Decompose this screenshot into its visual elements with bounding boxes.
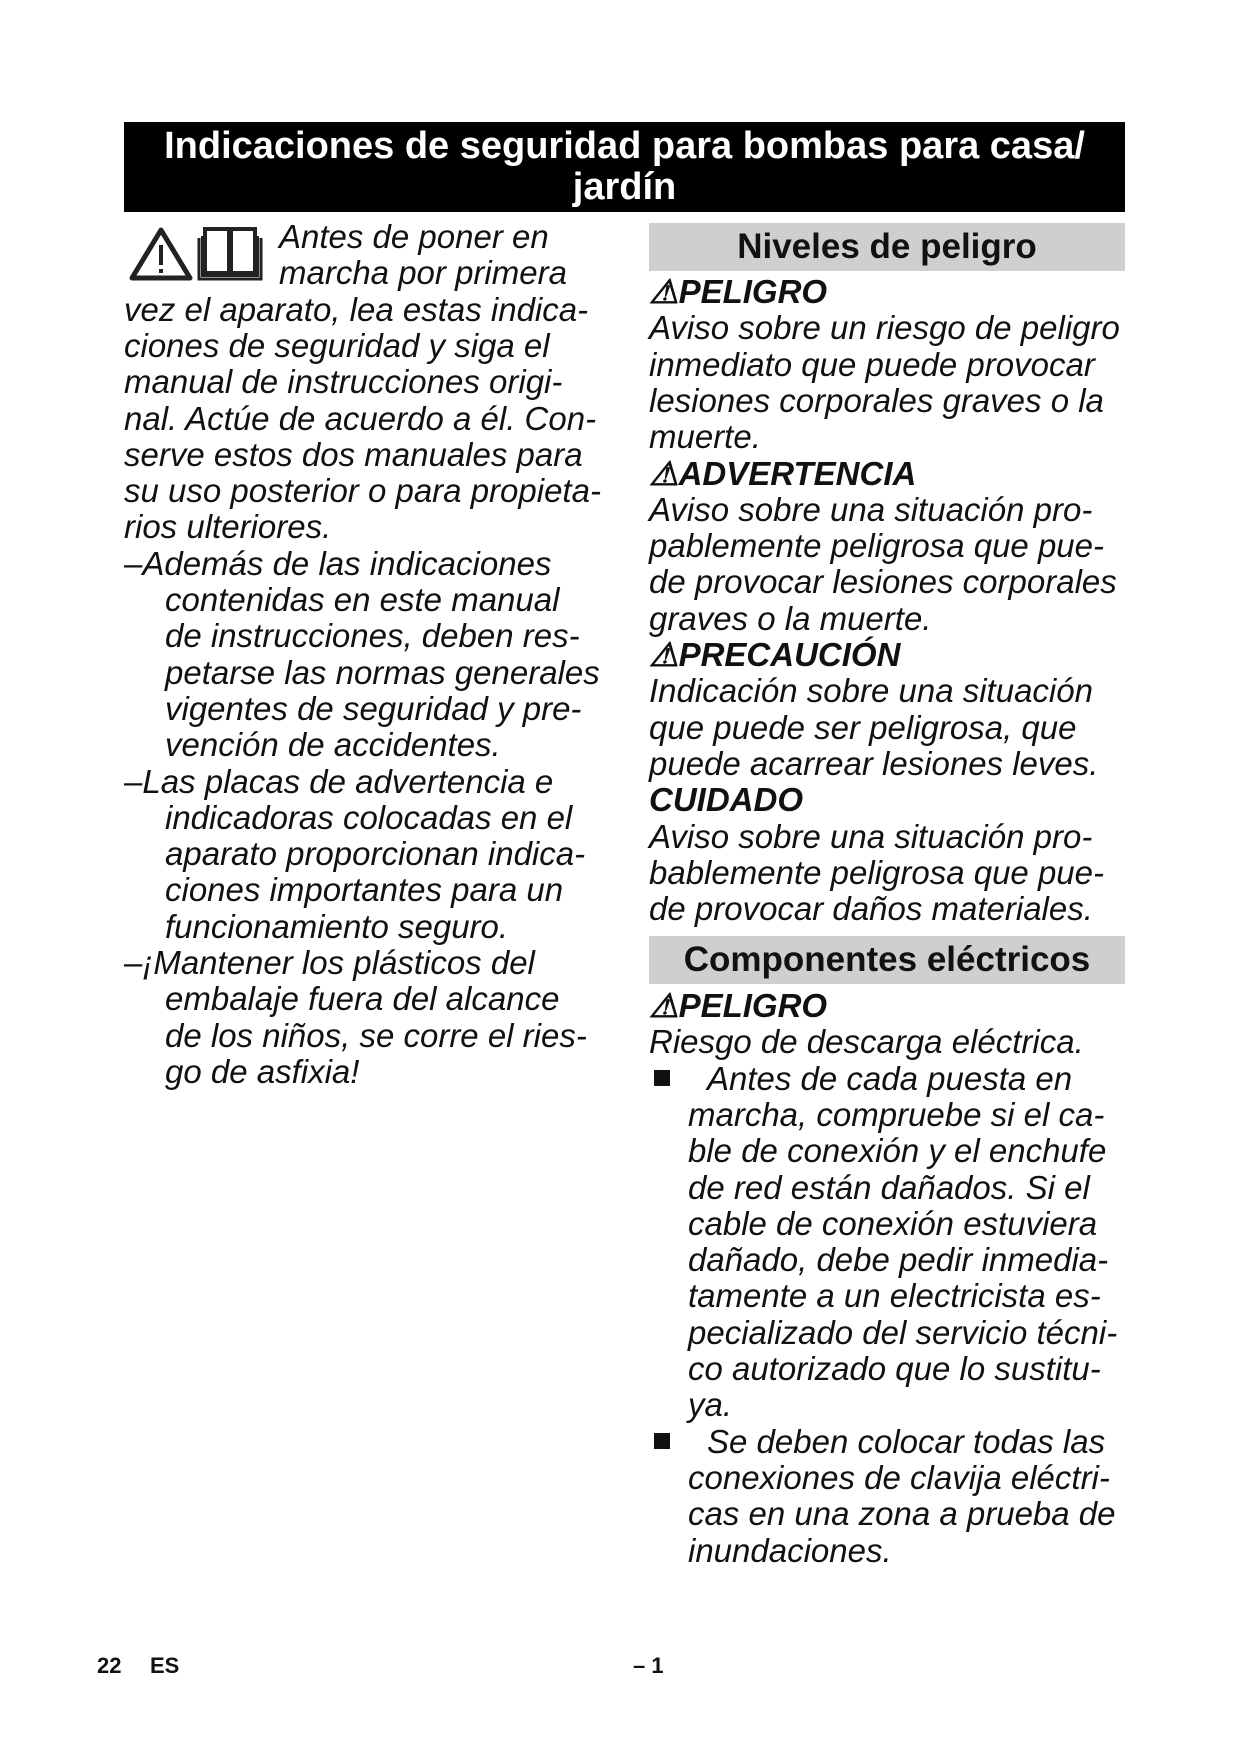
list-item-line: vención de accidentes. <box>165 726 501 764</box>
danger-label: ⚠PELIGRO <box>649 987 828 1024</box>
page-number: 22 <box>97 1653 122 1678</box>
list-item-line: vigentes de seguridad y pre- <box>165 689 582 727</box>
list-item-line: de los niños, se corre el ries- <box>165 1016 587 1054</box>
language-code: ES <box>150 1653 180 1678</box>
page-title <box>124 122 1125 212</box>
list-item-line: indicadoras colocadas en el <box>165 798 573 836</box>
bullet-line: Se deben colocar todas las <box>707 1422 1106 1460</box>
list-item-line: funcionamiento seguro. <box>165 907 509 945</box>
intro-line: marcha por primera <box>279 254 567 292</box>
hazard-level-description: Aviso sobre un riesgo de peligro <box>649 309 1120 347</box>
hazard-level-description: inmediato que puede provocar <box>649 345 1095 383</box>
list-item-line: –¡Mantener los plásticos del <box>124 944 535 981</box>
danger-text: Riesgo de descarga eléctrica. <box>649 1023 1084 1061</box>
list-item-line: –Además de las indicaciones <box>124 544 552 582</box>
bullet-line: Antes de cada puesta en <box>707 1059 1073 1097</box>
hazard-level-description: lesiones corporales graves o la <box>649 381 1104 419</box>
bullet-line: de red están dañados. Si el <box>688 1168 1090 1206</box>
hazard-level-description: Indicación sobre una situación <box>649 672 1093 710</box>
bullet-line: conexiones de clavija eléctri- <box>688 1458 1110 1496</box>
title-line-2: jardín <box>572 166 677 208</box>
list-item-line: –Las placas de advertencia e <box>124 762 554 800</box>
hazard-level-description: pablemente peligrosa que pue- <box>649 527 1104 565</box>
section-heading-electrical: Componentes eléctricos <box>649 936 1125 984</box>
hazard-level-description: Aviso sobre una situación pro- <box>649 817 1093 855</box>
list-item-line: petarse las normas generales <box>165 653 600 691</box>
intro-line: serve estos dos manuales para <box>124 435 583 473</box>
warning-triangle-icon <box>128 226 194 282</box>
manual-book-icon <box>196 226 264 282</box>
intro-line: manual de instrucciones origi- <box>124 363 563 401</box>
bullet-line: pecializado del servicio técni- <box>688 1313 1118 1351</box>
bullet-line: cas en una zona a prueba de <box>688 1495 1116 1533</box>
bullet-line: tamente a un electricista es- <box>688 1277 1101 1315</box>
intro-line: rios ulteriores. <box>124 508 332 546</box>
list-item-line: aparato proporcionan indica- <box>165 835 586 873</box>
section-heading-danger-levels: Niveles de peligro <box>649 223 1125 271</box>
list-item-line: contenidas en este manual <box>165 581 560 618</box>
hazard-level-description: graves o la muerte. <box>649 599 932 637</box>
bullet-line: ya. <box>688 1386 733 1424</box>
hazard-level-description: de provocar daños materiales. <box>649 890 1093 928</box>
list-item-line: go de asfixia! <box>165 1052 360 1090</box>
hazard-level-label: ⚠PELIGRO <box>649 273 828 310</box>
intro-line: ciones de seguridad y siga el <box>124 326 550 364</box>
bullet-line: dañado, debe pedir inmedia- <box>688 1241 1109 1279</box>
hazard-level-description: muerte. <box>649 418 761 456</box>
bullet-line: ble de conexión y el enchufe <box>688 1132 1107 1170</box>
hazard-level-label: CUIDADO <box>649 781 803 819</box>
intro-line: vez el aparato, lea estas indica- <box>124 290 589 328</box>
bullet-square-icon <box>654 1433 670 1449</box>
hazard-level-description: Aviso sobre una situación pro- <box>649 490 1093 528</box>
hazard-level-description: que puede ser peligrosa, que <box>649 708 1077 746</box>
sub-page-number: – 1 <box>633 1653 664 1678</box>
hazard-level-label: ⚠ADVERTENCIA <box>649 454 917 492</box>
bullet-line: cable de conexión estuviera <box>688 1204 1098 1242</box>
hazard-level-description: bablemente peligrosa que pue- <box>649 853 1104 891</box>
bullet-square-icon <box>654 1070 670 1086</box>
intro-line: nal. Actúe de acuerdo a él. Con- <box>124 399 597 437</box>
bullet-line: co autorizado que lo sustitu- <box>688 1350 1101 1387</box>
bullet-line: inundaciones. <box>688 1531 892 1569</box>
list-item-line: ciones importantes para un <box>165 871 564 909</box>
hazard-level-description: puede acarrear lesiones leves. <box>649 744 1099 782</box>
intro-line: su uso posterior o para propieta- <box>124 472 601 510</box>
intro-line: Antes de poner en <box>279 218 549 255</box>
bullet-line: marcha, compruebe si el ca- <box>688 1095 1105 1133</box>
list-item-line: de instrucciones, deben res- <box>165 617 580 655</box>
title-line-1: Indicaciones de seguridad para bombas para casa/ <box>164 125 1085 167</box>
list-item-line: embalaje fuera del alcance <box>165 980 560 1018</box>
hazard-level-description: de provocar lesiones corporales <box>649 563 1117 601</box>
hazard-level-label: ⚠PRECAUCIÓN <box>649 636 901 673</box>
